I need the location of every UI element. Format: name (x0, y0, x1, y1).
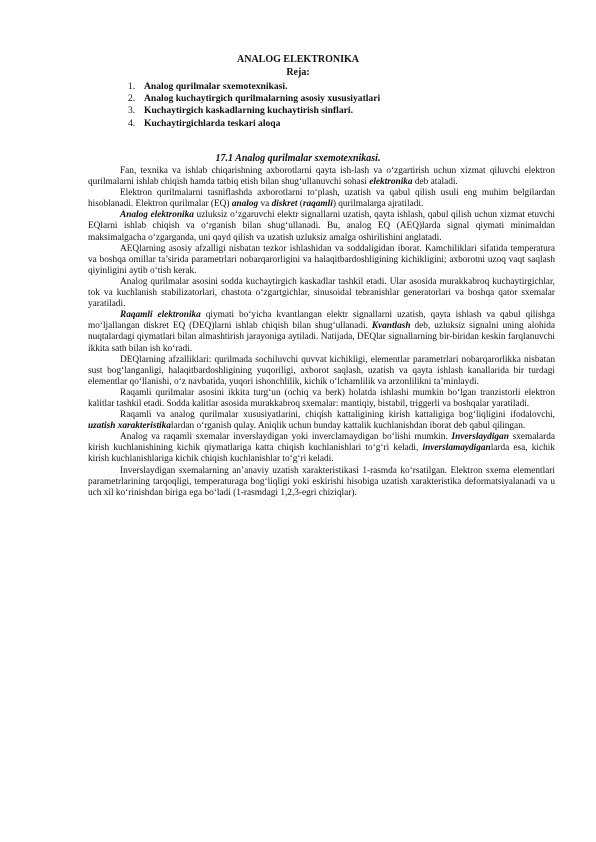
outline-item (128, 118, 380, 130)
paragraph-text: AEQlarning asosiy afzalligi nisbatan tezkor ishlashidan va soddaligidan iborat. Kamchiliklari sifatida temperatura va boshqa omillar ta’sirida parametrlari nobarqarorligini va halaqitbardoshligining kichikligini; axborotni uzoq vaqt saqlash qiyinligini aytib o‘tish kerak. (88, 243, 555, 276)
emphasized-term: raqamli (302, 199, 333, 210)
paragraph-text: va (258, 199, 272, 210)
body-paragraph (88, 166, 555, 188)
emphasized-term: Inverslaydigan (451, 432, 509, 443)
outline-item (128, 93, 380, 105)
emphasized-term: uzatish xarakteristika (88, 421, 171, 432)
body-paragraph (88, 432, 555, 465)
body-paragraph (88, 355, 555, 388)
outline-item-text: Kuchaytirgich kaskadlarning kuchaytirish sinflari. (144, 105, 353, 117)
body-text (88, 166, 555, 499)
body-paragraph (88, 188, 555, 210)
body-paragraph (88, 388, 555, 410)
body-paragraph (88, 210, 555, 243)
section-heading: 17.1 Analog qurilmalar sxemotexnikasi. (215, 153, 381, 164)
paragraph-text: deb, uzluksiz signalni uning alohida nuqtalardagi qiymatlari bilan almashtirish jarayoniga aytiladi. Natijada, DEQlar signallarning bir-biridan keskin farqlanuvchi ikkita sath bilan ish ko‘radi. (88, 321, 555, 354)
document-title: ANALOG ELEKTRONIKA (237, 54, 359, 65)
paragraph-text: Inverslaydigan sxemalarning an’anaviy uzatish xarakteristikasi 1-rasmda ko‘rsatilgan. Elektron sxema elementlari parametrlarining tarqoqligi, temperaturaga bog‘liqligi yoki eskirishi hisobiga uzatish xarakteristika deformatsiyalanadi va u uch xil ko‘rinishdan biriga ega bo‘ladi (1-rasmdagi 1,2,3-egri chiziqlar). (88, 465, 555, 498)
paragraph-text: Raqamli va analog qurilmalar xususiyatlarini, chiqish kattaligining kirish kattaligiga bog‘liqligini ifodalovchi, (120, 410, 555, 421)
paragraph-text: Raqamli qurilmalar asosini ikkita turg‘un (ochiq va berk) holatda ishlashi mumkin bo‘lgan tranzistorli elektron kalitlar tashkil etadi. Sodda kalitlar asosida murakkabroq sxemalar: mantiqiy, bistabil, triggerli va boshqalar yaratiladi. (88, 387, 555, 409)
outline-item (128, 81, 380, 93)
outline-item-text: Analog kuchaytirgich qurilmalarning asosiy xususiyatlari (144, 93, 381, 105)
emphasized-term: Analog elektronika (120, 210, 194, 221)
paragraph-text: larda esa, kichik kirish kuchlanishlariga kichik chiqish kuchlanishlar to‘g‘ri keladi. (88, 443, 555, 465)
outline-item-text: Analog qurilmalar sxemotexnikasi. (144, 81, 288, 92)
emphasized-term: Raqamli elektronika (120, 310, 201, 321)
body-paragraph (88, 466, 555, 499)
outline-item (128, 105, 380, 117)
body-paragraph (88, 277, 555, 310)
paragraph-text: ) qurilmalarga ajratiladi. (332, 199, 424, 210)
paragraph-text: Analog va raqamli sxemalar inverslaydigan yoki inverclamaydigan bo‘lishi mumkin. (120, 432, 452, 443)
emphasized-term: diskret (271, 199, 298, 210)
emphasized-term: inverslamaydigan (422, 443, 491, 454)
outline-item-text: Kuchaytirgichlarda teskari aloqa (144, 117, 281, 129)
paragraph-text: ( (297, 199, 303, 210)
paragraph-text: DEQlarning afzalliklari: qurilmada sochiluvchi quvvat kichikligi, elementlar parametrlari nobarqarorlikka nisbatan sust bog‘langanligi, halaqitbardoshligining yuqoriligi, axborot saqlash, uzatish va qayta ishlash kanallarida bir turdagi elementlar qo‘llanishi, o‘z navbatida, yuqori ishonchlilik, kichik o‘lchamlilik va arzonlilikni ta’minlaydi. (88, 354, 555, 387)
paragraph-text: lardan o‘rganish qulay. Aniqlik uchun bunday kattalik kuchlanishdan iborat deb qabul qilingan. (170, 421, 526, 432)
body-paragraph (88, 310, 555, 354)
paragraph-text: Elektron qurilmalarni tasniflashda axborotlarni to‘plash, uzatish va qabul qilish usuli eng muhim belgilardan hisoblanadi. Elektron qurilmalar (EQ) (88, 188, 555, 210)
paragraph-text: deb ataladi. (412, 177, 458, 188)
outline-item-number: 1. (128, 81, 136, 92)
paragraph-text: qiymati bo‘yicha kvantlangan elektr signallarni uzatish, qayta ishlash va qabul qilishga mo‘ljallangan diskret EQ (DEQ)larni ishlab chiqish bilan shug‘ullanadi. (88, 310, 555, 332)
outline-item-number: 3. (128, 105, 136, 117)
body-paragraph (88, 244, 555, 277)
paragraph-text: uzluksiz o‘zgaruvchi elektr signallarni uzatish, qayta ishlash, qabul qilish uchun xizmat etuvchi EQlarni ishlab chiqish va o‘rganish bilan shug‘ullanadi. Bu, analog EQ (AEQ)larda signal qiymati minimaldan maksimalgacha o‘zgarganda, uni qayd qilish va uzatish uzluksiz amalga oshirilishini anglatadi. (88, 210, 555, 243)
emphasized-term: elektronika (369, 177, 413, 188)
emphasized-term: Kvantlash (371, 321, 411, 332)
emphasized-term: analog (231, 199, 259, 210)
paragraph-text: Analog qurilmalar asosini sodda kuchaytirgich kaskadlar tashkil etadi. Ular asosida murakkabroq kuchaytirgichlar, tok va kuchlanish stabilizatorlari, chastota o‘zgartgichlar, sinusoidal tebranishlar generatorlari va boshqa qator sxemalar yaratiladi. (88, 276, 555, 310)
body-paragraph (88, 410, 555, 432)
outline-list (128, 81, 380, 130)
paragraph-text: Fan, texnika va ishlab chiqarishning axborotlarni qayta ish-lash va o‘zgartirish uchun xizmat qiluvchi elektron qurilmalarni ishlab chiqish hamda tatbiq etish bilan shug‘ullanuvchi sohasi (88, 166, 555, 188)
outline-item-number: 2. (128, 93, 136, 105)
paragraph-text: sxemalarda kirish kuchlanishining kichik qiymatlariga katta chiqish kuchlanishlari to‘g‘ri keladi, (88, 432, 555, 454)
plan-label: Reja: (286, 67, 310, 78)
outline-item-number: 4. (128, 117, 136, 129)
